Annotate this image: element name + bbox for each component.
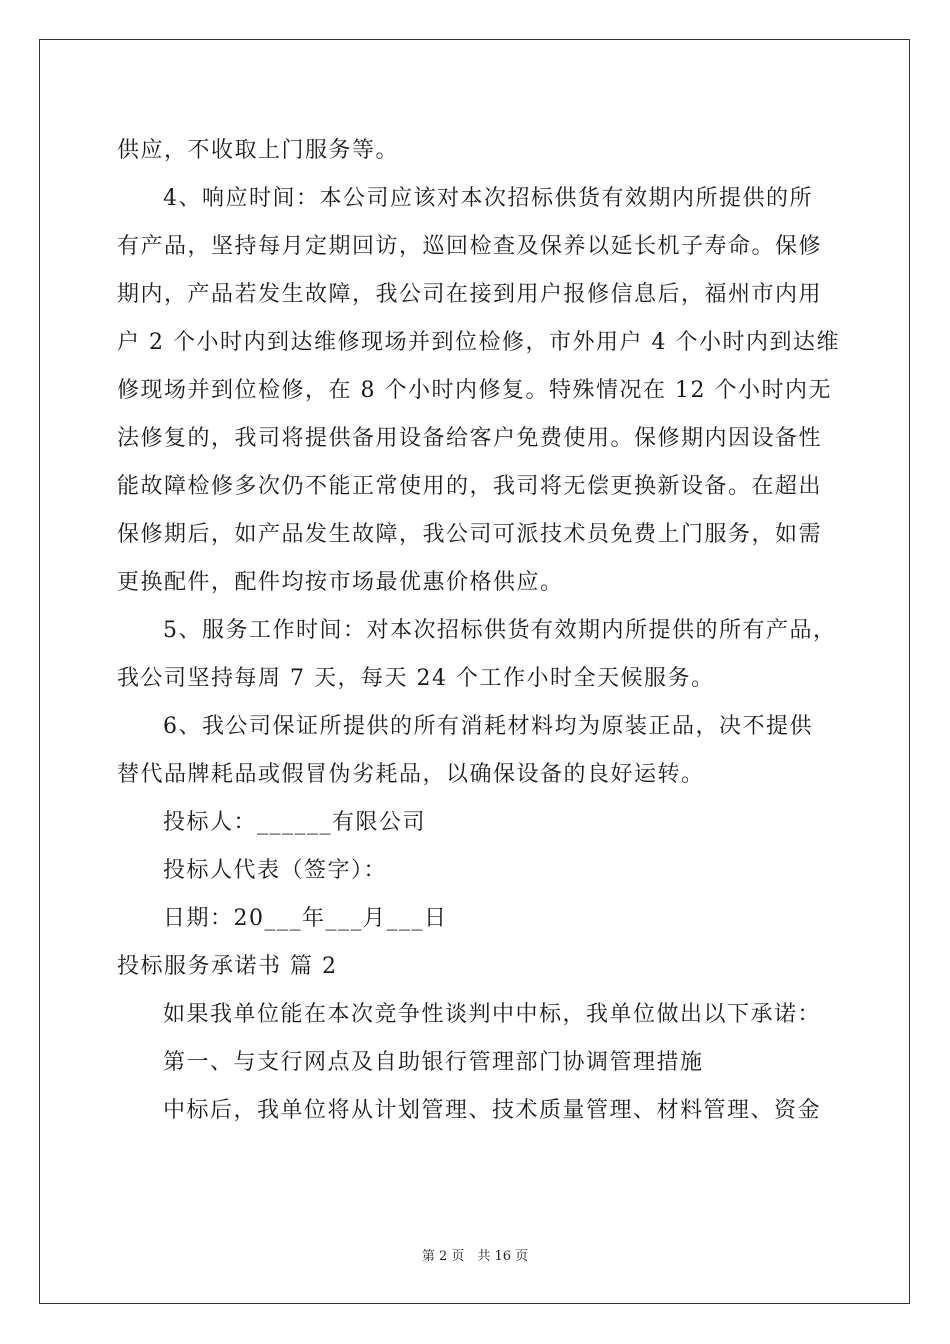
text-line: 法修复的，我司将提供备用设备给客户免费使用。保修期内因设备性 <box>117 426 823 451</box>
text-line: 4、响应时间：本公司应该对本次招标供货有效期内所提供的所 <box>163 186 813 211</box>
text-line: 更换配件，配件均按市场最优惠价格供应。 <box>117 570 564 595</box>
text-line: 户 2 个小时内到达维修现场并到位检修，市外用户 4 个小时内到达维 <box>117 330 840 355</box>
text-line: 能故障检修多次仍不能正常使用的，我司将无偿更换新设备。在超出 <box>117 474 823 499</box>
text-line: 供应，不收取上门服务等。 <box>117 138 400 163</box>
text-line: 修现场并到位检修，在 8 个小时内修复。特殊情况在 12 个小时内无 <box>117 378 832 403</box>
text-line: 中标后，我单位将从计划管理、技术质量管理、材料管理、资金 <box>163 1098 822 1123</box>
text-line: 如果我单位能在本次竞争性谈判中中标，我单位做出以下承诺： <box>163 1002 822 1027</box>
text-line: 第一、与支行网点及自助银行管理部门协调管理措施 <box>163 1050 704 1075</box>
text-line: 替代品牌耗品或假冒伪劣耗品，以确保设备的良好运转。 <box>117 762 705 787</box>
page-footer: 第 2 页 共 16 页 <box>421 1249 529 1264</box>
text-line: 投标服务承诺书 篇 2 <box>117 954 338 979</box>
text-line: 我公司坚持每周 7 天，每天 24 个工作小时全天候服务。 <box>117 666 715 691</box>
text-line: 5、服务工作时间：对本次招标供货有效期内所提供的所有产品， <box>163 618 837 643</box>
text-line: 6、我公司保证所提供的所有消耗材料均为原装正品，决不提供 <box>163 714 813 739</box>
text-line: 期内，产品若发生故障，我公司在接到用户报修信息后，福州市内用 <box>117 282 823 307</box>
text-line: 投标人代表（签字）： <box>163 858 388 883</box>
text-line: 有产品，坚持每月定期回访，巡回检查及保养以延长机子寿命。保修 <box>117 234 823 259</box>
text-line: 日期：20___年___月___日 <box>163 906 448 931</box>
text-line: 保修期后，如产品发生故障，我公司可派技术员免费上门服务，如需 <box>117 522 823 547</box>
text-line: 投标人：______有限公司 <box>163 810 427 835</box>
